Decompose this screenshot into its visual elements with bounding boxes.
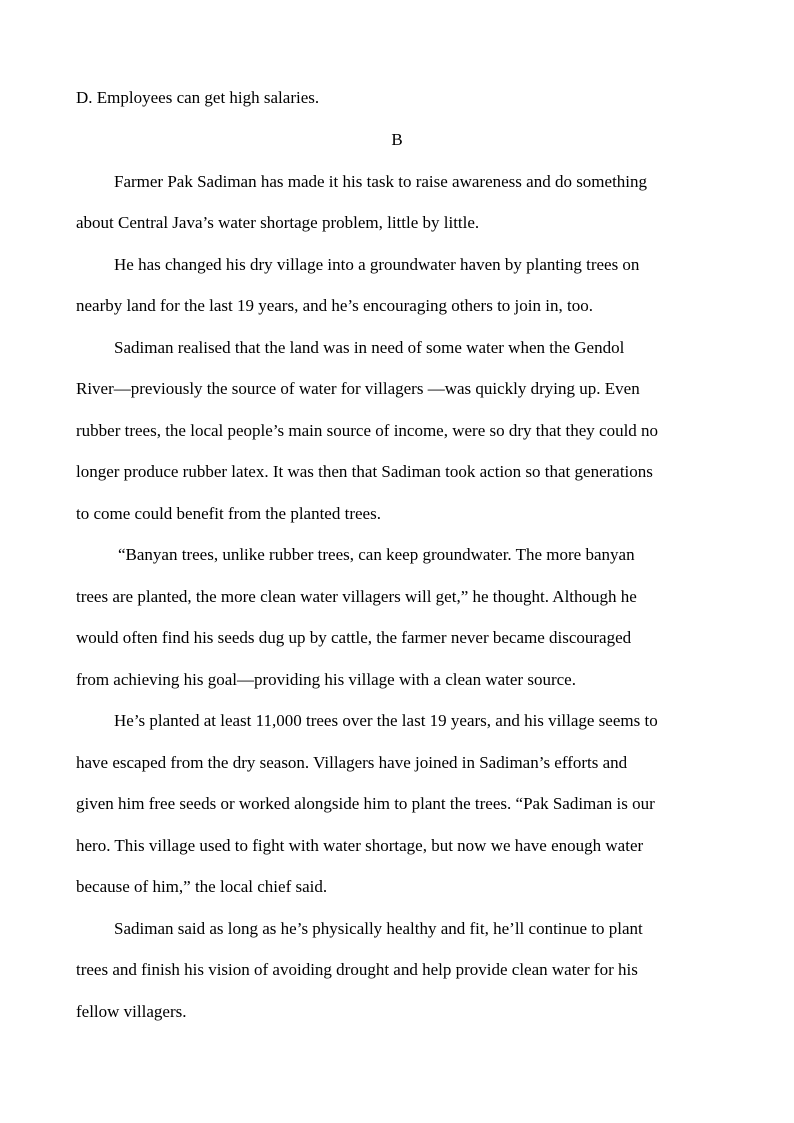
paragraph-line: rubber trees, the local people’s main source of income, were so dry that they could no — [76, 421, 659, 440]
paragraph-line: longer produce rubber latex. It was then that Sadiman took action so that generations — [76, 462, 653, 481]
paragraph-line: Sadiman realised that the land was in need of some water when the Gendol — [114, 338, 625, 357]
paragraph-line: fellow villagers. — [76, 1002, 187, 1021]
paragraph-line: from achieving his goal—providing his village with a clean water source. — [76, 670, 576, 689]
paragraph-line: trees are planted, the more clean water villagers will get,” he thought. Although he — [76, 587, 637, 606]
paragraph-line: Sadiman said as long as he’s physically healthy and fit, he’ll continue to plant — [114, 919, 643, 938]
answer-option-d: D. Employees can get high salaries. — [76, 88, 320, 107]
paragraph-line: have escaped from the dry season. Villagers have joined in Sadiman’s efforts and — [76, 753, 628, 772]
paragraph-line: hero. This village used to fight with water shortage, but now we have enough water — [76, 836, 644, 855]
paragraph-line: “Banyan trees, unlike rubber trees, can keep groundwater. The more banyan — [118, 545, 635, 564]
paragraph-line: would often find his seeds dug up by cattle, the farmer never became discouraged — [76, 628, 632, 647]
paragraph-line: because of him,” the local chief said. — [76, 877, 328, 896]
paragraph-line: trees and finish his vision of avoiding drought and help provide clean water for his — [76, 960, 638, 979]
paragraph-line: He’s planted at least 11,000 trees over the last 19 years, and his village seems to — [114, 711, 658, 730]
paragraph-line: to come could benefit from the planted trees. — [76, 504, 381, 523]
paragraph-line: Farmer Pak Sadiman has made it his task to raise awareness and do something — [114, 172, 648, 191]
paragraph-line: nearby land for the last 19 years, and he’s encouraging others to join in, too. — [76, 296, 593, 315]
section-label: B — [391, 130, 403, 149]
paragraph-line: about Central Java’s water shortage problem, little by little. — [76, 213, 480, 232]
paragraph-line: He has changed his dry village into a groundwater haven by planting trees on — [114, 255, 640, 274]
paragraph-line: given him free seeds or worked alongside him to plant the trees. “Pak Sadiman is our — [76, 794, 655, 813]
paragraph-line: River—previously the source of water for villagers —was quickly drying up. Even — [76, 379, 640, 398]
